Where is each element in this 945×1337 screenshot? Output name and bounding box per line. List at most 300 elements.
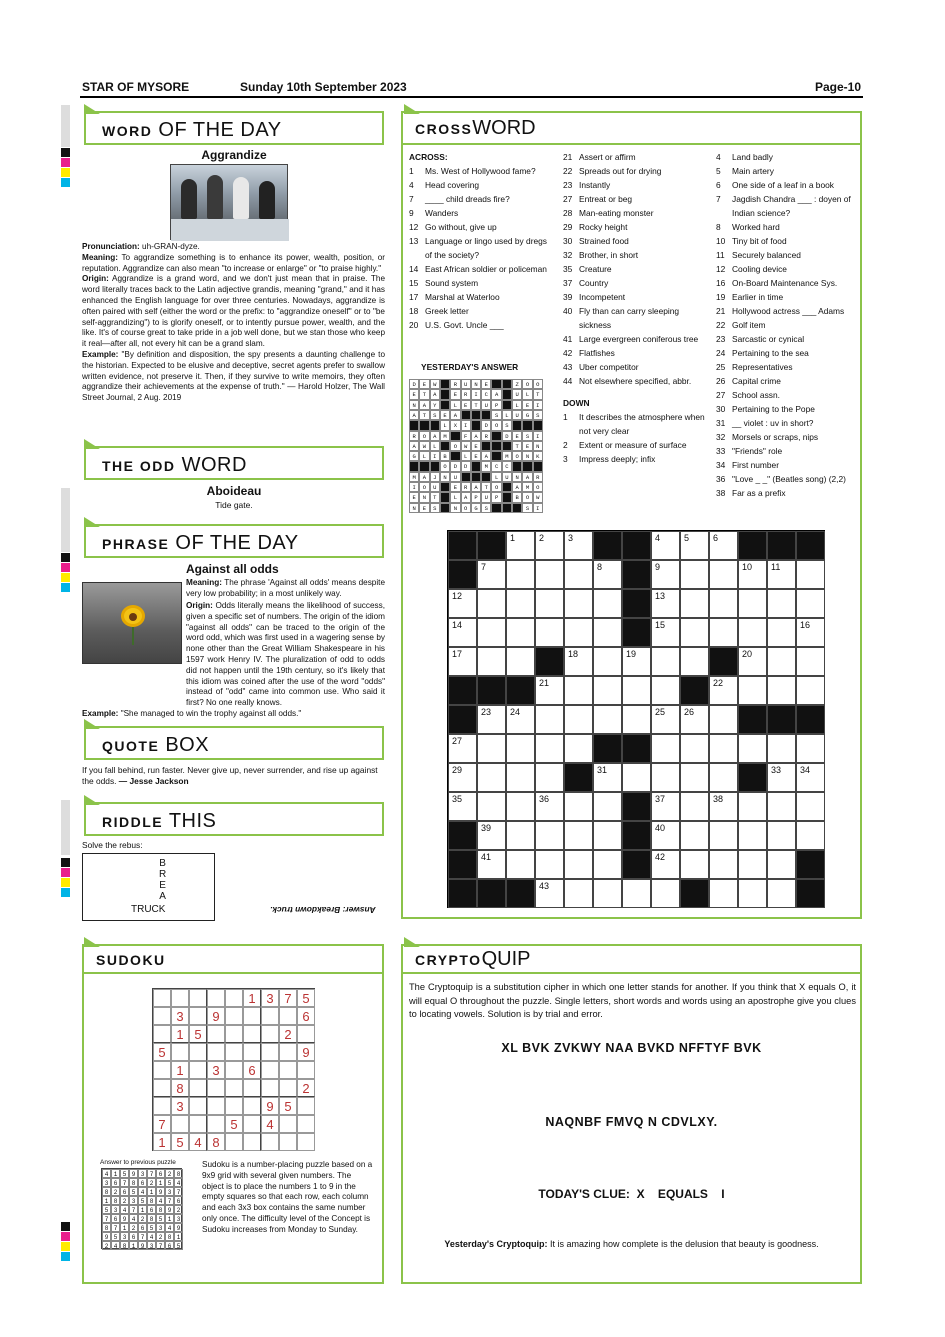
- yesterday-cell: S: [481, 503, 491, 513]
- crossword-cell[interactable]: [448, 647, 477, 676]
- crossword-cell[interactable]: [535, 676, 564, 705]
- crossword-cell[interactable]: [738, 589, 767, 618]
- sudoku-cell[interactable]: [279, 1115, 297, 1133]
- crossword-cell[interactable]: [477, 589, 506, 618]
- yesterday-cell: U: [430, 482, 440, 492]
- sudoku-cell[interactable]: [297, 1025, 315, 1043]
- crossword-cell[interactable]: [622, 763, 651, 792]
- crossword-cell[interactable]: [767, 763, 796, 792]
- crossword-cell[interactable]: [767, 879, 796, 908]
- crossword-cell[interactable]: [564, 734, 593, 763]
- cell-number: 21: [539, 678, 550, 688]
- label: Meaning:: [186, 578, 222, 587]
- crossword-cell[interactable]: [709, 531, 738, 560]
- sudoku-cell[interactable]: [279, 1133, 297, 1151]
- crossword-cell[interactable]: [738, 821, 767, 850]
- crossword-cell[interactable]: [709, 734, 738, 763]
- crossword-cell[interactable]: [593, 763, 622, 792]
- clue-text: Earlier in time: [732, 292, 784, 302]
- crossword-cell[interactable]: [593, 879, 622, 908]
- sudoku-cell[interactable]: [297, 1115, 315, 1133]
- sudoku-cell[interactable]: [261, 1007, 279, 1025]
- sudoku-cell[interactable]: 5: [189, 1025, 207, 1043]
- crossword-cell[interactable]: [796, 676, 825, 705]
- crossword-cell[interactable]: [506, 560, 535, 589]
- sudoku-cell[interactable]: [225, 1061, 243, 1079]
- crossword-cell[interactable]: [709, 560, 738, 589]
- sudoku-cell[interactable]: 1: [171, 1061, 189, 1079]
- sudoku-cell[interactable]: [189, 1115, 207, 1133]
- sudoku-cell[interactable]: 6: [243, 1061, 261, 1079]
- crossword-cell[interactable]: [680, 792, 709, 821]
- crossword-cell[interactable]: [680, 763, 709, 792]
- crossword-cell[interactable]: [477, 618, 506, 647]
- crossword-cell[interactable]: [651, 879, 680, 908]
- yesterday-cell: E: [512, 431, 522, 441]
- yesterday-cell: A: [461, 492, 471, 502]
- crossword-cell[interactable]: [709, 763, 738, 792]
- title-small: CRYPTO: [415, 952, 482, 968]
- crossword-cell[interactable]: [796, 560, 825, 589]
- yesterday-cell: [491, 451, 501, 461]
- crossword-cell[interactable]: [796, 734, 825, 763]
- sudoku-cell[interactable]: 1: [243, 989, 261, 1007]
- previous-answer-cell: 5: [111, 1232, 120, 1241]
- crossword-cell[interactable]: [535, 821, 564, 850]
- crossword-cell[interactable]: [564, 821, 593, 850]
- crossword-cell[interactable]: [709, 705, 738, 734]
- quote-body: If you fall behind, run faster. Never give up, never surrender, and rise up against the odds.: [82, 765, 378, 786]
- yesterday-cell: [481, 410, 491, 420]
- crossword-cell[interactable]: [680, 734, 709, 763]
- cell-number: 33: [771, 765, 782, 775]
- crossword-cell[interactable]: [796, 647, 825, 676]
- crossword-cell[interactable]: [796, 792, 825, 821]
- sudoku-grid[interactable]: [152, 988, 315, 1151]
- sudoku-cell[interactable]: [189, 1007, 207, 1025]
- crossword-cell[interactable]: [564, 792, 593, 821]
- crossword-cell[interactable]: [535, 560, 564, 589]
- crossword-cell[interactable]: [535, 705, 564, 734]
- sudoku-cell[interactable]: 7: [279, 989, 297, 1007]
- crossword-cell[interactable]: [651, 531, 680, 560]
- crossword-cell[interactable]: [651, 647, 680, 676]
- crossword-cell[interactable]: [680, 589, 709, 618]
- crossword-cell[interactable]: [651, 763, 680, 792]
- yesterday-cell: [502, 400, 512, 410]
- sudoku-cell[interactable]: [297, 1097, 315, 1115]
- crossword-cell[interactable]: [535, 589, 564, 618]
- sudoku-description: Sudoku is a number-placing puzzle based on a 9x9 grid with several given numbers. The object is to place the numbers 1 to 9 in the empty squares so that each row, each column and each 3x3 box contains the same number only once. The difficulty level of the Concept is Sudoku increases from Monday to Sunday.: [202, 1160, 373, 1234]
- crossword-cell[interactable]: [593, 792, 622, 821]
- crossword-cell[interactable]: [506, 531, 535, 560]
- crossword-cell[interactable]: [506, 647, 535, 676]
- crossword-cell[interactable]: [680, 560, 709, 589]
- clue-text: Creature: [579, 264, 612, 274]
- clue-item: [716, 276, 861, 290]
- previous-answer-cell: 8: [156, 1205, 165, 1214]
- crossword-cell[interactable]: [506, 589, 535, 618]
- yesterday-cell: [512, 503, 522, 513]
- sudoku-cell[interactable]: [225, 1043, 243, 1061]
- yesterday-cell: [440, 400, 450, 410]
- cell-number: 22: [713, 678, 724, 688]
- crossword-cell[interactable]: [709, 676, 738, 705]
- crossword-cell[interactable]: [738, 850, 767, 879]
- sudoku-cell[interactable]: [261, 1043, 279, 1061]
- yesterday-cell: E: [471, 451, 481, 461]
- crossword-cell[interactable]: [767, 792, 796, 821]
- sudoku-cell[interactable]: 8: [207, 1133, 225, 1151]
- crossword-cell[interactable]: [709, 821, 738, 850]
- sudoku-cell[interactable]: [225, 1097, 243, 1115]
- yesterday-cell: P: [471, 492, 481, 502]
- sudoku-cell[interactable]: [225, 989, 243, 1007]
- sudoku-cell[interactable]: [243, 1079, 261, 1097]
- crossword-block: [622, 560, 651, 589]
- clue-text: First number: [732, 460, 780, 470]
- crossword-cell[interactable]: [738, 618, 767, 647]
- crossword-cell[interactable]: [477, 705, 506, 734]
- crossword-cell[interactable]: [767, 821, 796, 850]
- crossword-cell[interactable]: [651, 589, 680, 618]
- crossword-cell[interactable]: [738, 734, 767, 763]
- crossword-cell[interactable]: [622, 647, 651, 676]
- yesterday-text: It is amazing how complete is the delusion that beauty is goodness.: [550, 1239, 819, 1249]
- sudoku-cell[interactable]: 5: [297, 989, 315, 1007]
- clue-text: Jagdish Chandra ___ : doyen of Indian science?: [732, 194, 851, 218]
- sudoku-cell[interactable]: [207, 1079, 225, 1097]
- crossword-block: [535, 647, 564, 676]
- sudoku-cell[interactable]: [207, 989, 225, 1007]
- crossword-cell[interactable]: [651, 734, 680, 763]
- crossword-cell[interactable]: [564, 618, 593, 647]
- sudoku-cell[interactable]: 9: [207, 1007, 225, 1025]
- sudoku-cell[interactable]: [243, 1025, 261, 1043]
- previous-answer-cell: 2: [129, 1223, 138, 1232]
- crossword-cell[interactable]: [564, 879, 593, 908]
- crossword-cell[interactable]: [506, 618, 535, 647]
- sudoku-cell[interactable]: 6: [297, 1007, 315, 1025]
- sudoku-cell[interactable]: [279, 1061, 297, 1079]
- crossword-cell[interactable]: [448, 792, 477, 821]
- clue-item: [563, 410, 713, 438]
- sudoku-cell[interactable]: [189, 989, 207, 1007]
- across-clues-col2: [563, 150, 713, 466]
- clue-number: 20: [409, 320, 419, 330]
- crossword-block: [680, 676, 709, 705]
- crossword-cell[interactable]: [564, 560, 593, 589]
- crossword-cell[interactable]: [738, 879, 767, 908]
- crossword-cell[interactable]: [477, 763, 506, 792]
- crossword-cell[interactable]: [593, 560, 622, 589]
- sudoku-cell[interactable]: 5: [225, 1115, 243, 1133]
- clue-text: Greek letter: [425, 306, 469, 316]
- sudoku-cell[interactable]: [261, 1025, 279, 1043]
- sudoku-cell[interactable]: [243, 1043, 261, 1061]
- crossword-cell[interactable]: [680, 618, 709, 647]
- sudoku-cell[interactable]: [153, 1061, 171, 1079]
- sudoku-cell[interactable]: 3: [261, 989, 279, 1007]
- yesterday-cell: [440, 379, 450, 389]
- crossword-cell[interactable]: [767, 734, 796, 763]
- crossword-cell[interactable]: [477, 792, 506, 821]
- crossword-cell[interactable]: [796, 821, 825, 850]
- sudoku-cell[interactable]: 9: [261, 1097, 279, 1115]
- crossword-grid[interactable]: [447, 530, 825, 908]
- crossword-cell[interactable]: [767, 647, 796, 676]
- crossword-cell[interactable]: [622, 676, 651, 705]
- sudoku-cell[interactable]: 3: [171, 1097, 189, 1115]
- crossword-cell[interactable]: [506, 763, 535, 792]
- yesterday-cell: O: [461, 503, 471, 513]
- sudoku-cell[interactable]: [261, 1133, 279, 1151]
- sudoku-cell[interactable]: 5: [279, 1097, 297, 1115]
- crossword-cell[interactable]: [767, 676, 796, 705]
- sudoku-cell[interactable]: [189, 1079, 207, 1097]
- sudoku-cell[interactable]: 7: [153, 1115, 171, 1133]
- crossword-cell[interactable]: [564, 676, 593, 705]
- clue-number: 1: [563, 412, 568, 422]
- crossword-cell[interactable]: [651, 618, 680, 647]
- clue-item: [563, 234, 713, 248]
- crossword-cell[interactable]: [622, 705, 651, 734]
- yesterday-cell: W: [461, 441, 471, 451]
- crossword-cell[interactable]: [506, 821, 535, 850]
- yesterday-cell: A: [491, 389, 501, 399]
- clue-item: [409, 318, 554, 332]
- sudoku-cell[interactable]: [153, 989, 171, 1007]
- crossword-cell[interactable]: [477, 850, 506, 879]
- sudoku-cell[interactable]: [279, 1079, 297, 1097]
- sudoku-cell[interactable]: [261, 1061, 279, 1079]
- sudoku-cell[interactable]: [243, 1115, 261, 1133]
- clue-text: Hollywood actress ___ Adams: [732, 306, 845, 316]
- crossword-cell[interactable]: [506, 705, 535, 734]
- crossword-cell[interactable]: [651, 792, 680, 821]
- crossword-cell[interactable]: [477, 647, 506, 676]
- sudoku-cell[interactable]: [153, 1025, 171, 1043]
- crossword-cell[interactable]: [448, 734, 477, 763]
- clue-item: [409, 192, 554, 206]
- previous-answer-cell: 7: [165, 1196, 174, 1205]
- sudoku-cell[interactable]: 5: [171, 1133, 189, 1151]
- crossword-cell[interactable]: [593, 821, 622, 850]
- crossword-cell[interactable]: [738, 792, 767, 821]
- crossword-cell[interactable]: [448, 763, 477, 792]
- crossword-cell[interactable]: [477, 734, 506, 763]
- crossword-cell[interactable]: [593, 647, 622, 676]
- sudoku-cell[interactable]: 3: [207, 1061, 225, 1079]
- previous-answer-cell: 4: [102, 1169, 111, 1178]
- crossword-cell[interactable]: [535, 734, 564, 763]
- crossword-cell[interactable]: [477, 821, 506, 850]
- crossword-cell[interactable]: [680, 531, 709, 560]
- crossword-cell[interactable]: [767, 560, 796, 589]
- crossword-cell[interactable]: [709, 792, 738, 821]
- crossword-cell[interactable]: [477, 560, 506, 589]
- crossword-cell[interactable]: [535, 531, 564, 560]
- cell-number: 5: [684, 533, 690, 543]
- sudoku-cell[interactable]: [225, 1133, 243, 1151]
- crossword-cell[interactable]: [767, 618, 796, 647]
- sudoku-cell[interactable]: 4: [189, 1133, 207, 1151]
- sudoku-cell[interactable]: 1: [153, 1133, 171, 1151]
- crossword-cell[interactable]: [680, 647, 709, 676]
- crossword-cell[interactable]: [535, 850, 564, 879]
- crossword-cell[interactable]: [535, 618, 564, 647]
- sudoku-cell[interactable]: [279, 1007, 297, 1025]
- yesterday-cell: J: [430, 472, 440, 482]
- crossword-cell[interactable]: [767, 850, 796, 879]
- crossword-cell[interactable]: [593, 618, 622, 647]
- title-small: QUOTE: [102, 738, 160, 754]
- previous-answer-cell: 8: [165, 1232, 174, 1241]
- crossword-cell[interactable]: [535, 792, 564, 821]
- sudoku-cell[interactable]: [243, 1133, 261, 1151]
- yesterday-cell: S: [430, 503, 440, 513]
- crossword-cell[interactable]: [535, 763, 564, 792]
- yesterday-cell: T: [471, 400, 481, 410]
- cell-number: 4: [655, 533, 661, 543]
- sudoku-cell[interactable]: [207, 1043, 225, 1061]
- sudoku-cell[interactable]: 2: [279, 1025, 297, 1043]
- previous-answer-cell: 6: [120, 1187, 129, 1196]
- sudoku-cell[interactable]: [225, 1079, 243, 1097]
- yesterday-cell: O: [440, 461, 450, 471]
- sudoku-cell[interactable]: [153, 1079, 171, 1097]
- crossword-cell[interactable]: [680, 705, 709, 734]
- previous-answer-cell: 4: [138, 1187, 147, 1196]
- crossword-cell[interactable]: [651, 560, 680, 589]
- sudoku-cell[interactable]: [207, 1097, 225, 1115]
- swatch-cyan: [61, 178, 70, 187]
- across-clues-col1: [409, 150, 554, 332]
- yesterday-cell: [481, 472, 491, 482]
- crossword-block: [448, 676, 477, 705]
- yesterday-cell: M: [522, 482, 532, 492]
- sudoku-cell[interactable]: [297, 1133, 315, 1151]
- crossword-cell[interactable]: [593, 676, 622, 705]
- crossword-cell[interactable]: [709, 618, 738, 647]
- title-small: WORD: [102, 123, 153, 139]
- crossword-cell[interactable]: [651, 821, 680, 850]
- sudoku-cell[interactable]: [153, 1097, 171, 1115]
- crossword-cell[interactable]: [506, 792, 535, 821]
- crossword-cell[interactable]: [796, 763, 825, 792]
- crossword-cell[interactable]: [680, 850, 709, 879]
- crossword-cell[interactable]: [506, 734, 535, 763]
- clue-number: 35: [563, 264, 573, 274]
- crossword-cell[interactable]: [564, 850, 593, 879]
- crossword-cell[interactable]: [651, 850, 680, 879]
- cell-number: 18: [568, 649, 579, 659]
- clue-text: One side of a leaf in a book: [732, 180, 834, 190]
- crossword-cell[interactable]: [680, 821, 709, 850]
- sudoku-cell[interactable]: [243, 1007, 261, 1025]
- sudoku-cell[interactable]: [243, 1097, 261, 1115]
- sudoku-cell[interactable]: 2: [297, 1079, 315, 1097]
- crossword-cell[interactable]: [564, 589, 593, 618]
- crossword-cell[interactable]: [738, 560, 767, 589]
- yesterday-cell: [461, 472, 471, 482]
- clue-item: [563, 332, 713, 346]
- yesterday-cell: [409, 461, 419, 471]
- crossword-cell[interactable]: [796, 618, 825, 647]
- clue-item: [716, 262, 861, 276]
- crossword-cell[interactable]: [593, 589, 622, 618]
- clue-item: [716, 248, 861, 262]
- sudoku-cell[interactable]: [189, 1061, 207, 1079]
- crossword-cell[interactable]: [564, 647, 593, 676]
- crossword-cell[interactable]: [593, 850, 622, 879]
- crossword-cell[interactable]: [796, 589, 825, 618]
- sudoku-cell[interactable]: [171, 989, 189, 1007]
- sudoku-cell[interactable]: [207, 1025, 225, 1043]
- sudoku-cell[interactable]: [279, 1043, 297, 1061]
- sudoku-cell[interactable]: [207, 1115, 225, 1133]
- sudoku-cell[interactable]: [171, 1043, 189, 1061]
- crossword-cell[interactable]: [709, 850, 738, 879]
- previous-answer-cell: 4: [165, 1223, 174, 1232]
- sudoku-cell[interactable]: [261, 1079, 279, 1097]
- label: Yesterday's Cryptoquip:: [444, 1239, 548, 1249]
- clue-text: Extent or measure of surface: [579, 440, 687, 450]
- crossword-cell[interactable]: [564, 705, 593, 734]
- yesterday-cell: [419, 461, 429, 471]
- crossword-cell[interactable]: [709, 879, 738, 908]
- clue-text: Country: [579, 278, 609, 288]
- previous-answer-cell: 4: [120, 1205, 129, 1214]
- yesterday-cell: N: [419, 492, 429, 502]
- sudoku-cell[interactable]: [225, 1007, 243, 1025]
- sudoku-cell[interactable]: 1: [171, 1025, 189, 1043]
- sudoku-cell[interactable]: [297, 1061, 315, 1079]
- sudoku-cell[interactable]: [225, 1025, 243, 1043]
- yesterday-cell: T: [430, 492, 440, 502]
- crossword-cell[interactable]: [651, 676, 680, 705]
- yesterday-cell: E: [419, 503, 429, 513]
- sudoku-cell[interactable]: 5: [153, 1043, 171, 1061]
- cell-number: 13: [655, 591, 666, 601]
- sudoku-cell[interactable]: 4: [261, 1115, 279, 1133]
- sudoku-cell[interactable]: 3: [171, 1007, 189, 1025]
- sudoku-cell[interactable]: 9: [297, 1043, 315, 1061]
- crossword-cell[interactable]: [709, 589, 738, 618]
- crossword-cell[interactable]: [593, 705, 622, 734]
- crossword-cell[interactable]: [738, 676, 767, 705]
- previous-answer-cell: 2: [111, 1187, 120, 1196]
- crossword-cell[interactable]: [622, 879, 651, 908]
- clue-item: [563, 262, 713, 276]
- sudoku-cell[interactable]: [189, 1097, 207, 1115]
- sudoku-cell[interactable]: [171, 1115, 189, 1133]
- sudoku-cell[interactable]: [189, 1043, 207, 1061]
- crossword-cell[interactable]: [767, 589, 796, 618]
- yesterday-cell: E: [450, 389, 460, 399]
- swatch-yellow: [61, 573, 70, 582]
- sudoku-cell[interactable]: [153, 1007, 171, 1025]
- crossword-cell[interactable]: [448, 618, 477, 647]
- crossword-cell[interactable]: [448, 589, 477, 618]
- crossword-cell[interactable]: [564, 531, 593, 560]
- yesterday-cell: R: [450, 379, 460, 389]
- crossword-cell[interactable]: [651, 705, 680, 734]
- sudoku-cell[interactable]: 8: [171, 1079, 189, 1097]
- crossword-cell[interactable]: [738, 647, 767, 676]
- crossword-cell[interactable]: [506, 850, 535, 879]
- crossword-cell[interactable]: [535, 879, 564, 908]
